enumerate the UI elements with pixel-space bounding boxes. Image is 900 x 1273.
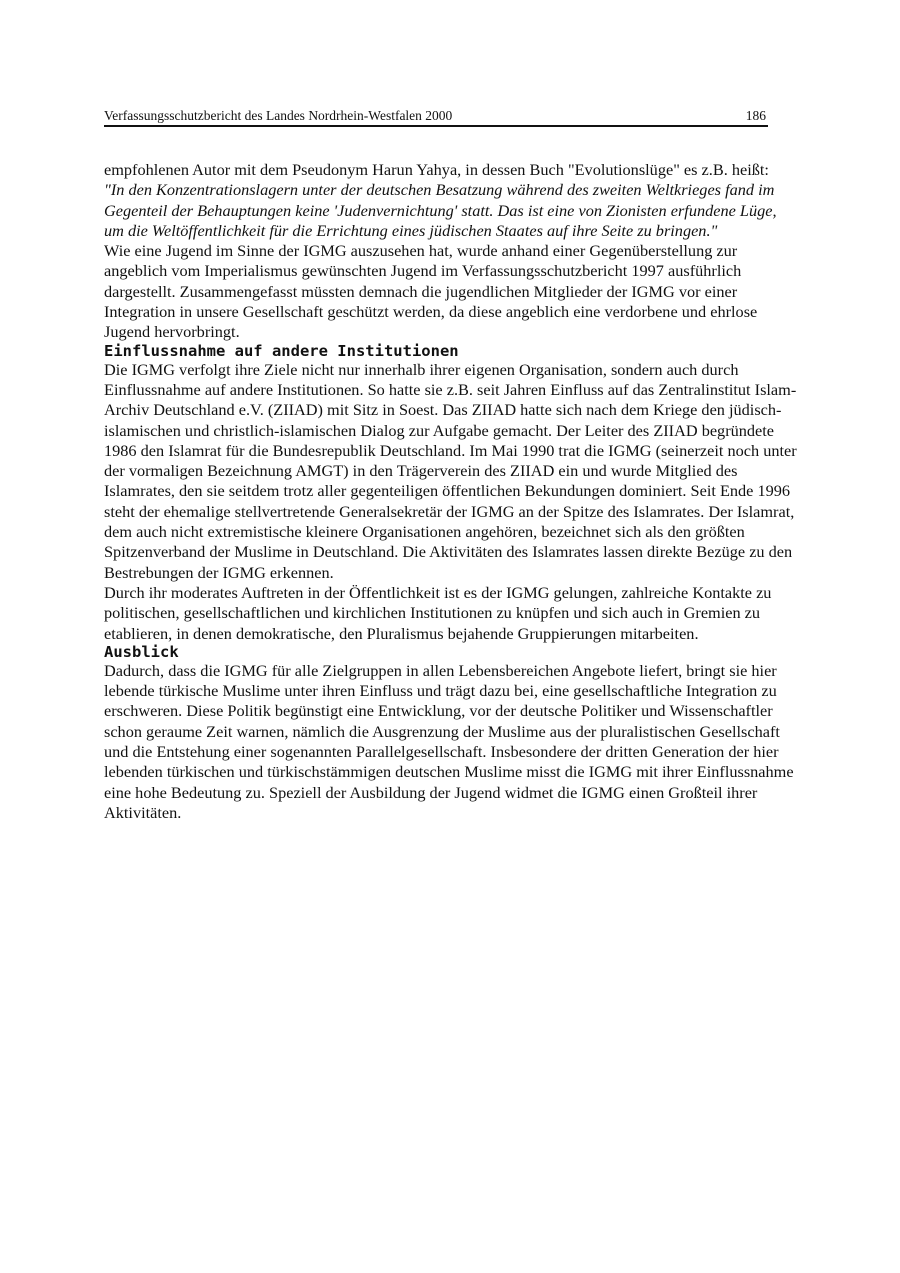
quotation: "In den Konzentrationslagern unter der deutschen Besatzung während des zweiten Weltkrieges fand im Gegenteil der Behauptungen keine 'Judenvernichtung' statt. Das ist eine von Zionisten erfundene Lüge, um die Weltöffentlichkeit für die Errichtung eines jüdischen Staates auf ihre Seite zu bringen.": [104, 180, 777, 240]
section-heading-outlook: Ausblick: [104, 642, 179, 661]
influence-paragraph-2: Durch ihr moderates Auftreten in der Öffentlichkeit ist es der IGMG gelungen, zahlreiche Kontakte zu politischen, gesellschaftlichen und kirchlichen Institutionen zu knüpfen und sich auch in Gremien zu etablieren, in denen demokratische, den Pluralismus bejahende Gruppierungen mitarbeiten.: [104, 582, 772, 643]
main-content: [104, 160, 800, 823]
page-number: 186: [745, 108, 766, 123]
document-title: Verfassungsschutzbericht des Landes Nordrhein-Westfalen 2000: [104, 108, 453, 123]
running-header: [104, 107, 768, 127]
intro-paragraph: empfohlenen Autor mit dem Pseudonym Harun Yahya, in dessen Buch "Evolutionslüge" es z.B. heißt:: [104, 160, 769, 179]
influence-paragraph-1: Die IGMG verfolgt ihre Ziele nicht nur innerhalb ihrer eigenen Organisation, sondern auch durch Einflussnahme auf andere Institutionen. So hatte sie z.B. seit Jahren Einfluss auf das Zentralinstitut Islam-Archiv Deutschland e.V. (ZIIAD) mit Sitz in Soest. Das ZIIAD hatte sich nach dem Kriege den jüdisch-islamischen und christlich-islamischen Dialog zur Aufgabe gemacht. Der Leiter des ZIIAD begründete 1986 den Islamrat für die Bundesrepublik Deutschland. Im Mai 1990 trat die IGMG (seinerzeit noch unter der vormaligen Bezeichnung AMGT) in den Trägerverein des ZIIAD ein und wurde Mitglied des Islamrates, den sie seitdem trotz aller gegenteiligen öffentlichen Bekundungen dominiert. Seit Ende 1996 steht der ehemalige stellvertretende Generalsekretär der IGMG an der Spitze des Islamrates. Der Islamrat, dem auch nicht extremistische kleinere Organisationen angehören, bezeichnet sich als den größten Spitzenverband der Muslime in Deutschland. Die Aktivitäten des Islamrates lassen direkte Bezüge zu den Bestrebungen der IGMG erkennen.: [104, 359, 797, 582]
youth-paragraph: Wie eine Jugend im Sinne der IGMG auszusehen hat, wurde anhand einer Gegenüberstellung zur angeblich vom Imperialismus gewünschten Jugend im Verfassungsschutzbericht 1997 ausführlich dargestellt. Zusammengefasst müssten demnach die jugendlichen Mitglieder der IGMG vor einer Integration in unsere Gesellschaft geschützt werden, da diese angeblich eine verdorbene und ehrlose Jugend hervorbringt.: [104, 241, 758, 342]
outlook-paragraph: Dadurch, dass die IGMG für alle Zielgruppen in allen Lebensbereichen Angebote liefert, bringt sie hier lebende türkische Muslime unter ihren Einfluss und trägt dazu bei, eine gesellschaftliche Integration zu erschweren. Diese Politik begünstigt eine Entwicklung, vor der deutsche Politiker und Wissenschaftler schon geraume Zeit warnen, nämlich die Ausgrenzung der Muslime aus der pluralistischen Gesellschaft und die Entstehung einer sogenannten Parallelgesellschaft. Insbesondere der dritten Generation der hier lebenden türkischen und türkischstämmigen deutschen Muslime misst die IGMG mit ihrer Einflussnahme eine hohe Bedeutung zu. Speziell der Ausbildung der Jugend widmet die IGMG einen Großteil ihrer Aktivitäten.: [104, 660, 794, 822]
section-heading-influence: Einflussnahme auf andere Institutionen: [104, 341, 459, 360]
